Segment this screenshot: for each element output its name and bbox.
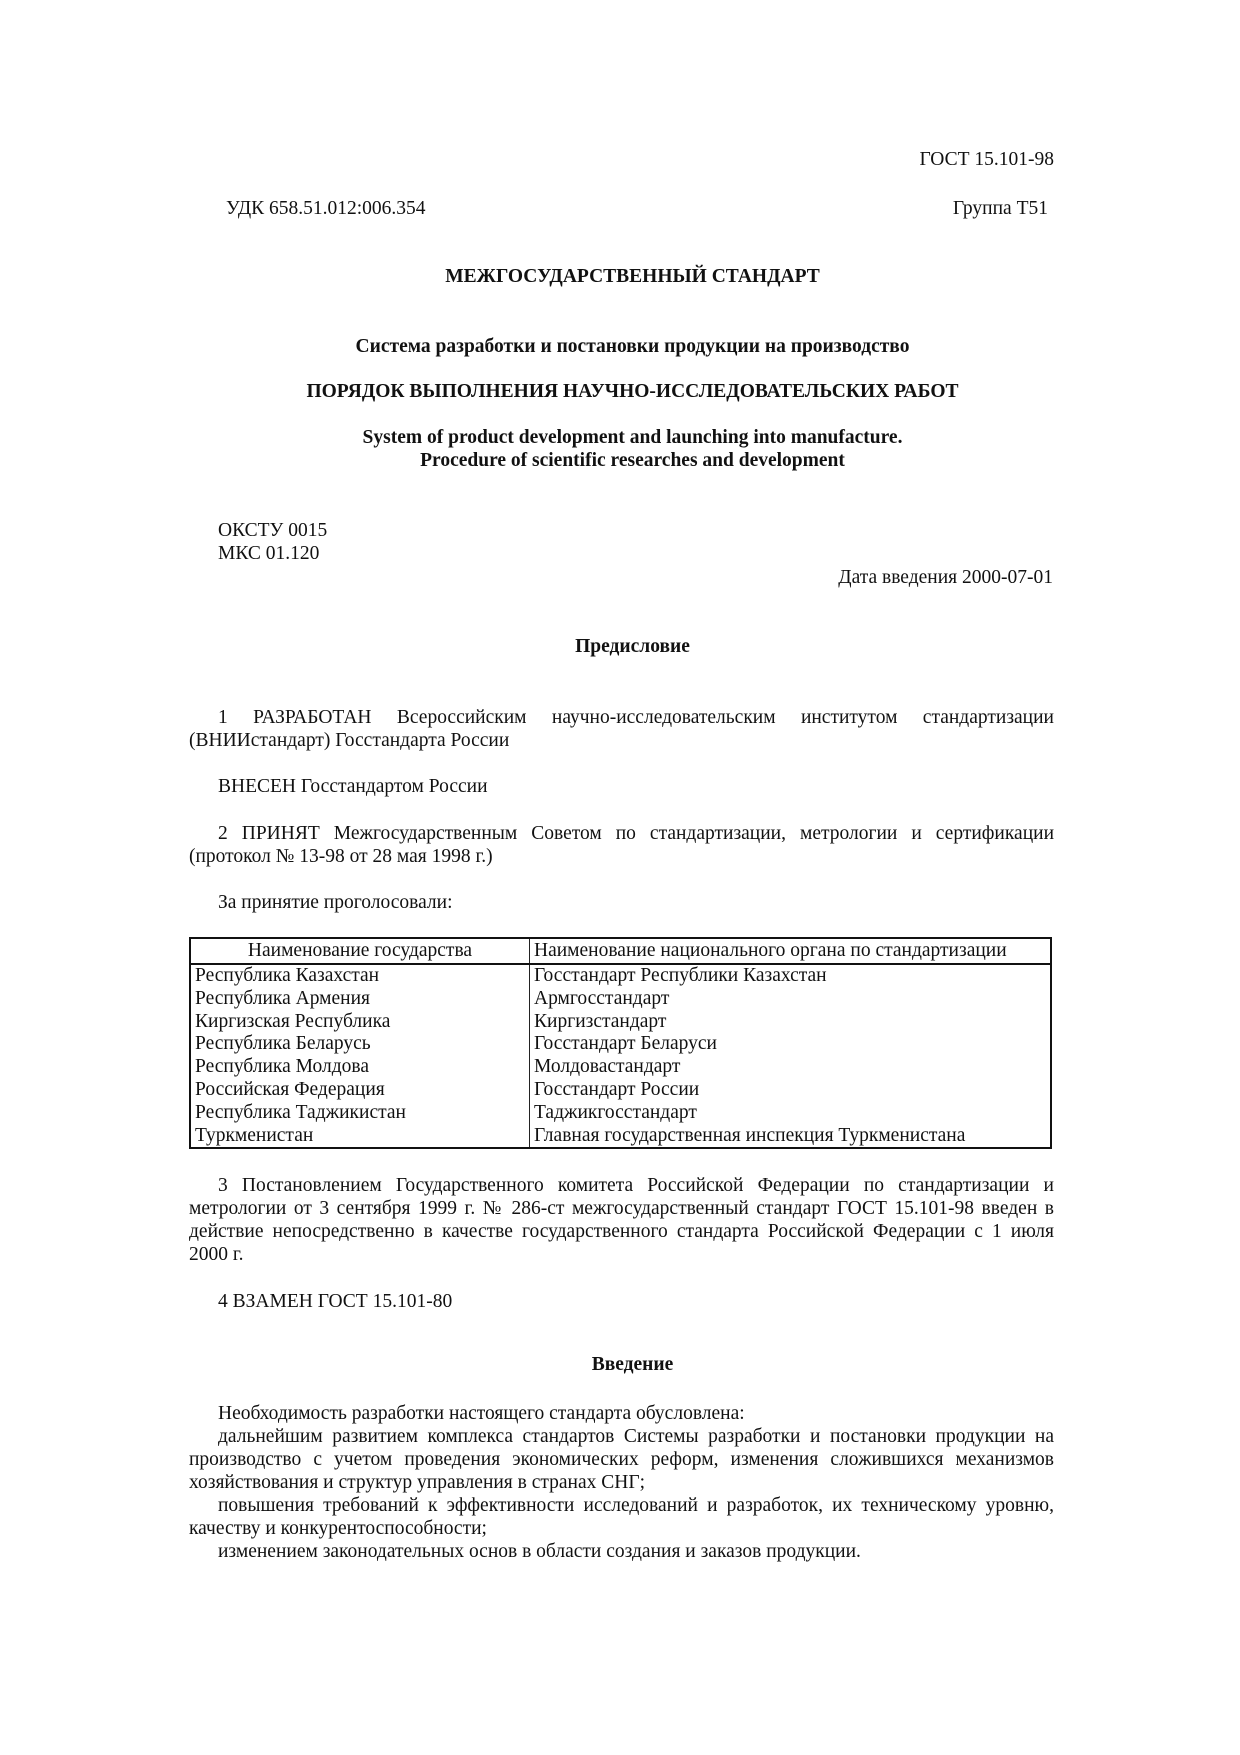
table-row [190,988,1051,1011]
introduction-paragraph-2: дальнейшим развитием комплекса стандартов Системы разработки и постановки продукции на производство с учетом проведения экономических реформ, изменения сложившихся механизмов хозяйствования и структур управления в странах СНГ; [189,1426,1054,1493]
okstu-code: ОКСТУ 0015 [218,520,328,541]
standards-body-cell: Госстандарт Беларуси [534,1033,717,1055]
standards-body-cell: Главная государственная инспекция Туркменистана [534,1124,966,1146]
foreword-item-2: 2 ПРИНЯТ Межгосударственным Советом по стандартизации, метрологии и сертификации (протокол № 13-98 от 28 мая 1998 г.) [189,823,1054,867]
standards-body-cell: Киргизстандарт [534,1010,667,1032]
column-header-standards-body: Наименование национального органа по стандартизации [530,938,1052,964]
introduction-date: Дата введения 2000-07-01 [838,567,1053,588]
table-row [190,1125,1051,1149]
mks-code: МКС 01.120 [218,543,320,564]
foreword-submitted: ВНЕСЕН Госстандартом России [218,776,488,797]
standards-body-cell: Госстандарт Республики Казахстан [534,965,827,986]
foreword-item-3: 3 Постановлением Государственного комитета Российской Федерации по стандартизации и метрологии от 3 сентября 1999 г. № 286-ст межгосударственный стандарт ГОСТ 15.101-98 введен в действие непосредственно в качестве государственного стандарта Российской Федерации с 1 июля 2000 г. [189,1175,1054,1265]
foreword-item-1: 1 РАЗРАБОТАН Всероссийским научно-исследовательским институтом стандартизации (ВНИИстандарт) Госстандарта России [189,707,1054,751]
state-cell: Российская Федерация [190,1079,530,1102]
udk-code: УДК 658.51.012:006.354 [226,198,426,219]
foreword-voted-intro: За принятие проголосовали: [218,892,453,913]
column-header-state: Наименование государства [190,938,530,964]
table-row [190,964,1051,988]
introduction-heading: Введение [591,1354,674,1375]
state-cell: Республика Казахстан [190,964,530,988]
table-row [190,1079,1051,1102]
standard-type-heading: МЕЖГОСУДАРСТВЕННЫЙ СТАНДАРТ [445,266,820,287]
english-title-line1: System of product development and launching into manufacture. [362,427,903,448]
system-name: Система разработки и постановки продукции на производство [355,336,910,357]
introduction-paragraph-1: Необходимость разработки настоящего стандарта обусловлена: [218,1403,745,1424]
group-code: Группа Т51 [952,198,1048,219]
foreword-heading: Предисловие [575,636,690,657]
foreword-item-4: 4 ВЗАМЕН ГОСТ 15.101-80 [218,1291,453,1312]
state-cell: Республика Армения [190,988,530,1011]
state-cell: Туркменистан [190,1125,530,1149]
table-header-row [190,938,1051,964]
state-cell: Киргизская Республика [190,1011,530,1034]
introduction-paragraph-4: изменением законодательных основ в области создания и заказов продукции. [218,1541,861,1562]
state-cell: Республика Молдова [190,1056,530,1079]
english-title-line2: Procedure of scientific researches and development [420,450,845,471]
state-cell: Республика Беларусь [190,1033,530,1056]
table-row [190,1056,1051,1079]
table-row [190,1011,1051,1034]
standards-body-cell: Таджикгосстандарт [534,1101,697,1123]
standards-body-cell: Молдовастандарт [534,1056,681,1078]
standards-body-cell: Армгосстандарт [534,987,670,1009]
state-cell: Республика Таджикистан [190,1102,530,1125]
table-row [190,1102,1051,1125]
voting-states-table [189,937,1052,1149]
main-title: ПОРЯДОК ВЫПОЛНЕНИЯ НАУЧНО-ИССЛЕДОВАТЕЛЬСКИХ РАБОТ [306,381,959,402]
gost-number: ГОСТ 15.101-98 [919,149,1054,170]
table-row [190,1033,1051,1056]
standards-body-cell: Госстандарт России [534,1078,700,1100]
introduction-paragraph-3: повышения требований к эффективности исследований и разработок, их техническому уровню, качеству и конкурентоспособности; [189,1495,1054,1539]
